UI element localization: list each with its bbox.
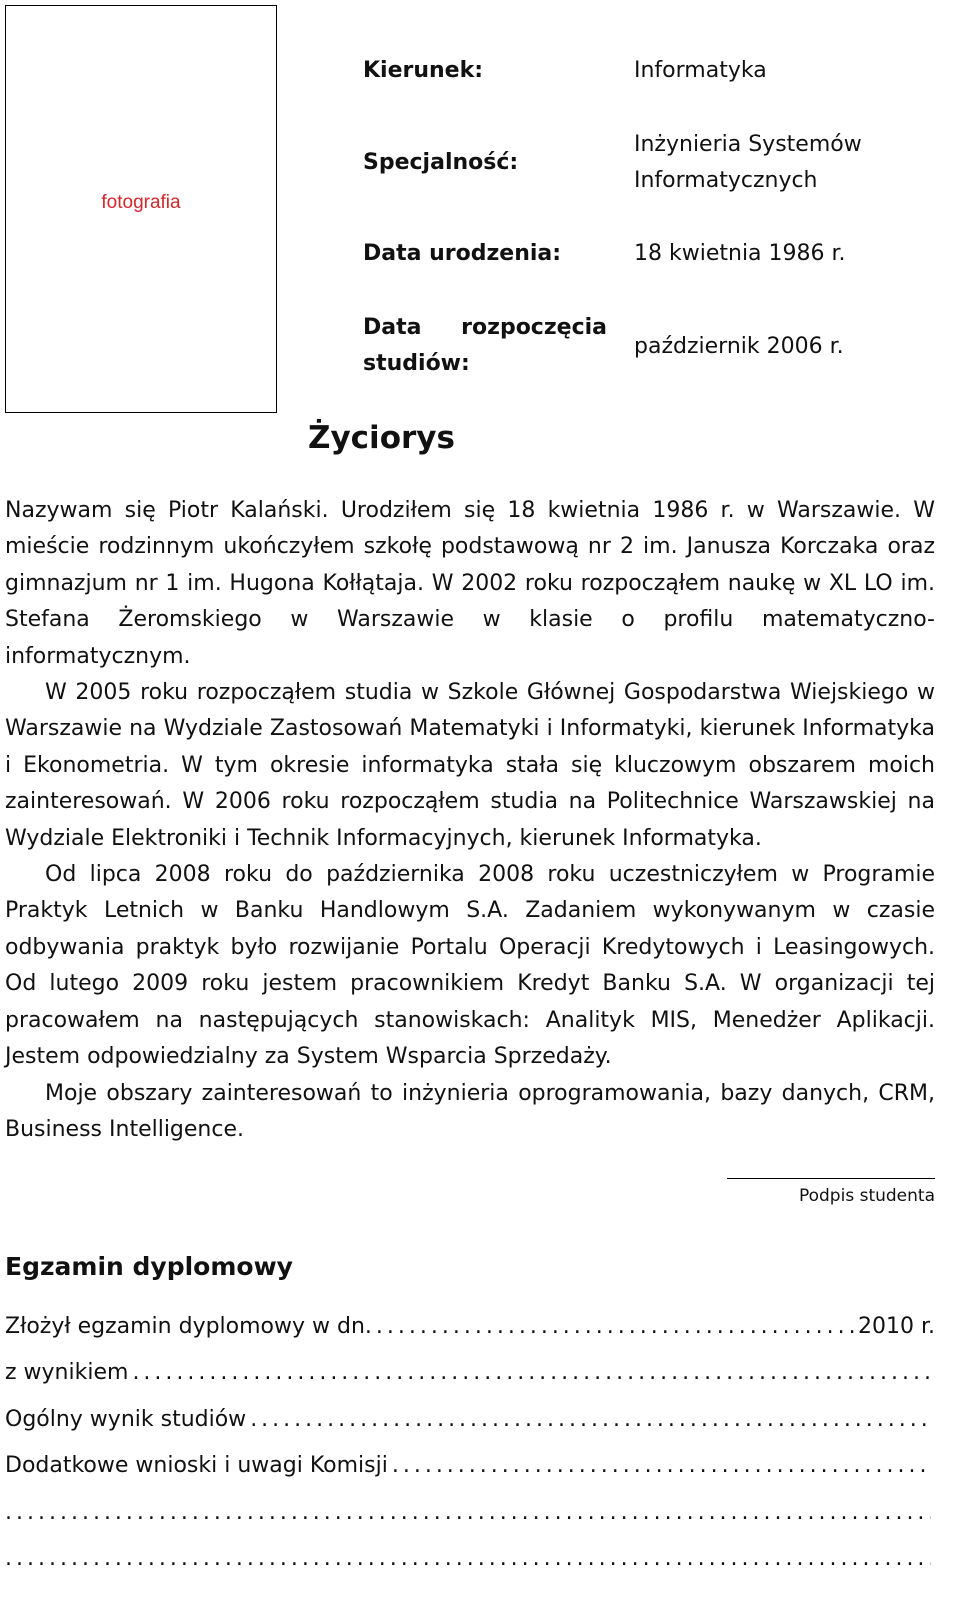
wnioski-row [5, 1451, 935, 1481]
wynik-field[interactable] [132, 1358, 931, 1388]
wnioski-continuation-field[interactable] [5, 1544, 931, 1574]
zlozyl-label: Złożył egzamin dyplomowy w dn. [5, 1314, 372, 1339]
data-rozpoczecia-label-line1 [363, 310, 607, 346]
data-rozpoczecia-value: październik 2006 r. [634, 334, 844, 359]
zlozyl-row [5, 1312, 935, 1342]
egzamin-heading: Egzamin dyplomowy [5, 1252, 293, 1281]
kierunek-label: Kierunek: [363, 58, 484, 83]
photo-placeholder [5, 5, 277, 413]
data-rozpoczecia-label [363, 310, 607, 382]
zyciorys-paragraph: Od lipca 2008 roku do października 2008 roku uczestniczyłem w Programie Praktyk Letnich w Banku Handlowym S.A. Zadaniem wykonywanym w czasie odbywania praktyk było rozwijanie Portalu Operacji Kredytowych i Leasingowych. Od lutego 2009 roku jestem pracownikiem Kredyt Banku S.A. W organizacji tej pracowałem na następujących stanowiskach: Analityk MIS, Menedżer Aplikacji. Jestem odpowiedzialny za System Wsparcia Sprzedaży. [5, 862, 935, 1070]
specjalnosc-value [634, 127, 862, 199]
data-urodzenia-value: 18 kwietnia 1986 r. [634, 241, 846, 266]
kierunek-value: Informatyka [634, 58, 767, 83]
zyciorys-paragraph: W 2005 roku rozpocząłem studia w Szkole Głównej Gospodarstwa Wiejskiego w Warszawie na Wydziale Zastosowań Matematyki i Informatyki, kierunek Informatyka i Ekonometria. W tym okresie informatyka stała się kluczowym obszarem moich zainteresowań. W 2006 roku rozpocząłem studia na Politechnice Warszawskiej na Wydziale Elektroniki i Technik Informacyjnych, kierunek Informatyka. [5, 680, 935, 851]
wnioski-continuation-row-1 [5, 1498, 935, 1528]
zyciorys-paragraph: Nazywam się Piotr Kalański. Urodziłem się 18 kwietnia 1986 r. w Warszawie. W mieście rodzinnym ukończyłem szkołę podstawową nr 2 im. Janusza Korczaka oraz gimnazjum nr 1 im. Hugona Kołłątaja. W 2002 roku rozpocząłem naukę w XL LO im. Stefana Żeromskiego w Warszawie w klasie o profilu matematyczno-informatycznym. [5, 498, 935, 669]
signature-line [727, 1178, 935, 1179]
zlozyl-suffix: 2010 r. [858, 1314, 935, 1339]
zyciorys-paragraph: Moje obszary zainteresowań to inżynieria oprogramowania, bazy danych, CRM, Business Intelligence. [5, 1080, 935, 1142]
ogolny-wynik-row [5, 1405, 935, 1435]
zyciorys-body [5, 493, 935, 1148]
specjalnosc-label: Specjalność: [363, 150, 519, 175]
specjalnosc-value-line2: Informatycznych [634, 168, 818, 193]
wynik-row [5, 1358, 935, 1388]
data-urodzenia-label: Data urodzenia: [363, 241, 562, 266]
ogolny-wynik-label: Ogólny wynik studiów [5, 1407, 247, 1432]
data-rozpoczecia-label-line2: studiów: [363, 351, 470, 376]
wynik-label: z wynikiem [5, 1360, 129, 1385]
zyciorys-heading: Życiorys [308, 420, 455, 456]
zlozyl-date-field[interactable] [376, 1312, 854, 1342]
data-rozpoczecia-word2: rozpoczęcia [461, 315, 607, 340]
wnioski-continuation-field[interactable] [5, 1498, 931, 1528]
wnioski-field[interactable] [392, 1451, 931, 1481]
photo-label: fotografia [101, 192, 181, 213]
wnioski-continuation-row-2 [5, 1544, 935, 1574]
specjalnosc-value-line1: Inżynieria Systemów [634, 132, 862, 157]
wnioski-label: Dodatkowe wnioski i uwagi Komisji [5, 1453, 388, 1478]
ogolny-wynik-field[interactable] [250, 1405, 931, 1435]
signature-label: Podpis studenta [798, 1186, 935, 1206]
data-rozpoczecia-word1: Data [363, 315, 422, 340]
